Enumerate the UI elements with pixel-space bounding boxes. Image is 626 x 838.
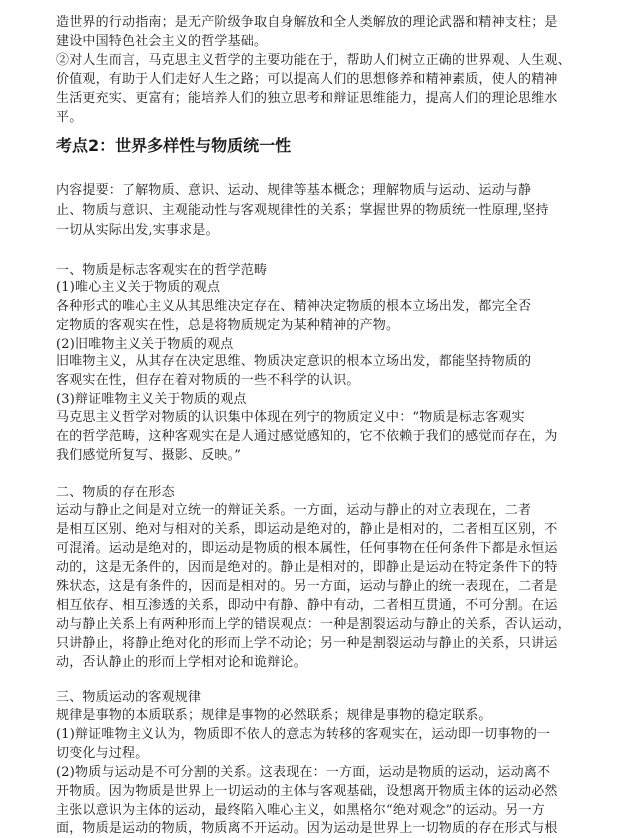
paragraph-line: 是相互区别、绝对与相对的关系，即运动是绝对的，静止是相对的，二者相互区别，不 [56,522,558,537]
paragraph-line: 相互依存、相互渗透的关系，即动中有静、静中有动，二者相互贯通，不可分割。在运 [56,598,558,613]
intro-line: 平。 [56,110,83,125]
intro-line: 建设中国特色社会主义的哲学基础。 [56,34,268,49]
paragraph-line: 客观实在性，但存在着对物质的一些不科学的认识。 [56,373,360,388]
summary-line: 内容提要：了解物质、意识、运动、规律等基本概念；理解物质与运动、运动与静 [56,183,532,198]
paragraph-line: 可混淆。运动是绝对的，即运动是物质的根本属性，任何事物在任何条件下都是永恒运 [56,541,558,556]
paragraph-line: 规律是事物的本质联系；规律是事物的必然联系；规律是事物的稳定联系。 [56,708,492,723]
paragraph-line: (2)旧唯物主义关于物质的观点 [56,337,234,352]
paragraph-line: 各种形式的唯心主义从其思维决定存在、精神决定物质的根本立场出发，都完全否 [56,299,532,314]
paragraph-line: 定物质的客观实在性，总是将物质规定为某种精神的产物。 [56,318,400,333]
paragraph-line: (1)唯心主义关于物质的观点 [56,280,221,295]
paragraph-line: (1)辩证唯物主义认为，物质即不依人的意志为转移的客观实在，运动即一切事物的一 [56,727,551,742]
paragraph-line: 旧唯物主义，从其存在决定思维、物质决定意识的根本立场出发，都能坚持物质的 [56,354,532,369]
paragraph-line: 我们感觉所复写、摄影、反映。” [56,448,242,463]
paragraph-line: 面，物质是运动的物质，物质离不开运动。因为运动是世界上一切物质的存在形式与根 [56,821,558,836]
subsection-title: 一、物质是标志客观实在的哲学范畴 [56,263,268,278]
paragraph-line: 殊状态，这是有条件的，因而是相对的。另一方面，运动与静止的统一表现在，二者是 [56,579,558,594]
subsection-title: 三、物质运动的客观规律 [56,690,202,705]
paragraph-line: 运动与静止之间是对立统一的辩证关系。一方面，运动与静止的对立表现在，二者 [56,503,532,518]
paragraph-line: (3)辩证唯物主义关于物质的观点 [56,392,247,407]
section-heading: 考点2：世界多样性与物质统一性 [56,136,292,155]
paragraph-line: 马克思主义哲学对物质的认识集中体现在列宁的物质定义中：“物质是标志客观实 [56,410,525,425]
intro-line: ②对人生而言，马克思主义哲学的主要功能在于，帮助人们树立正确的世界观、人生观、 [56,53,571,68]
paragraph-line: (2)物质与运动是不可分割的关系。这表现在：一方面，运动是物质的运动，运动离不 [56,765,551,780]
intro-line: 价值观，有助于人们走好人生之路；可以提高人们的思想修养和精神素质，使人的精神 [56,72,558,87]
summary-line: 止、物质与意识、主观能动性与客观规律性的关系；掌握世界的物质统一性原理,坚持 [56,203,549,218]
subsection-title: 二、物质的存在形态 [56,485,175,500]
paragraph-line: 主张以意识为主体的运动，最终陷入唯心主义，如黑格尔“绝对观念”的运动。另一方 [56,803,545,818]
summary-line: 一切从实际出发,实事求是。 [56,223,219,238]
paragraph-line: 切变化与过程。 [56,746,149,761]
paragraph-line: 动，否认静止的形而上学相对论和诡辩论。 [56,655,307,670]
paragraph-line: 动与静止关系上有两种形而上学的错误观点：一种是割裂运动与静止的关系，否认运动， [56,617,571,632]
paragraph-line: 动的，这是无条件的，因而是绝对的。静止是相对的，即静止是运动在特定条件下的特 [56,560,558,575]
paragraph-line: 在的哲学范畴，这种客观实在是人通过感觉感知的，它不依赖于我们的感觉而存在，为 [56,429,558,444]
intro-line: 生活更充实、更富有；能培养人们的独立思考和辩证思维能力，提高人们的理论思维水 [56,91,558,106]
paragraph-line: 开物质。因为物质是世界上一切运动的主体与客观基础，设想离开物质主体的运动必然 [56,784,558,799]
intro-line: 造世界的行动指南；是无产阶级争取自身解放和全人类解放的理论武器和精神支柱；是 [56,15,558,30]
paragraph-line: 只讲静止，将静止绝对化的形而上学不动论；另一种是割裂运动与静止的关系，只讲运 [56,636,558,651]
